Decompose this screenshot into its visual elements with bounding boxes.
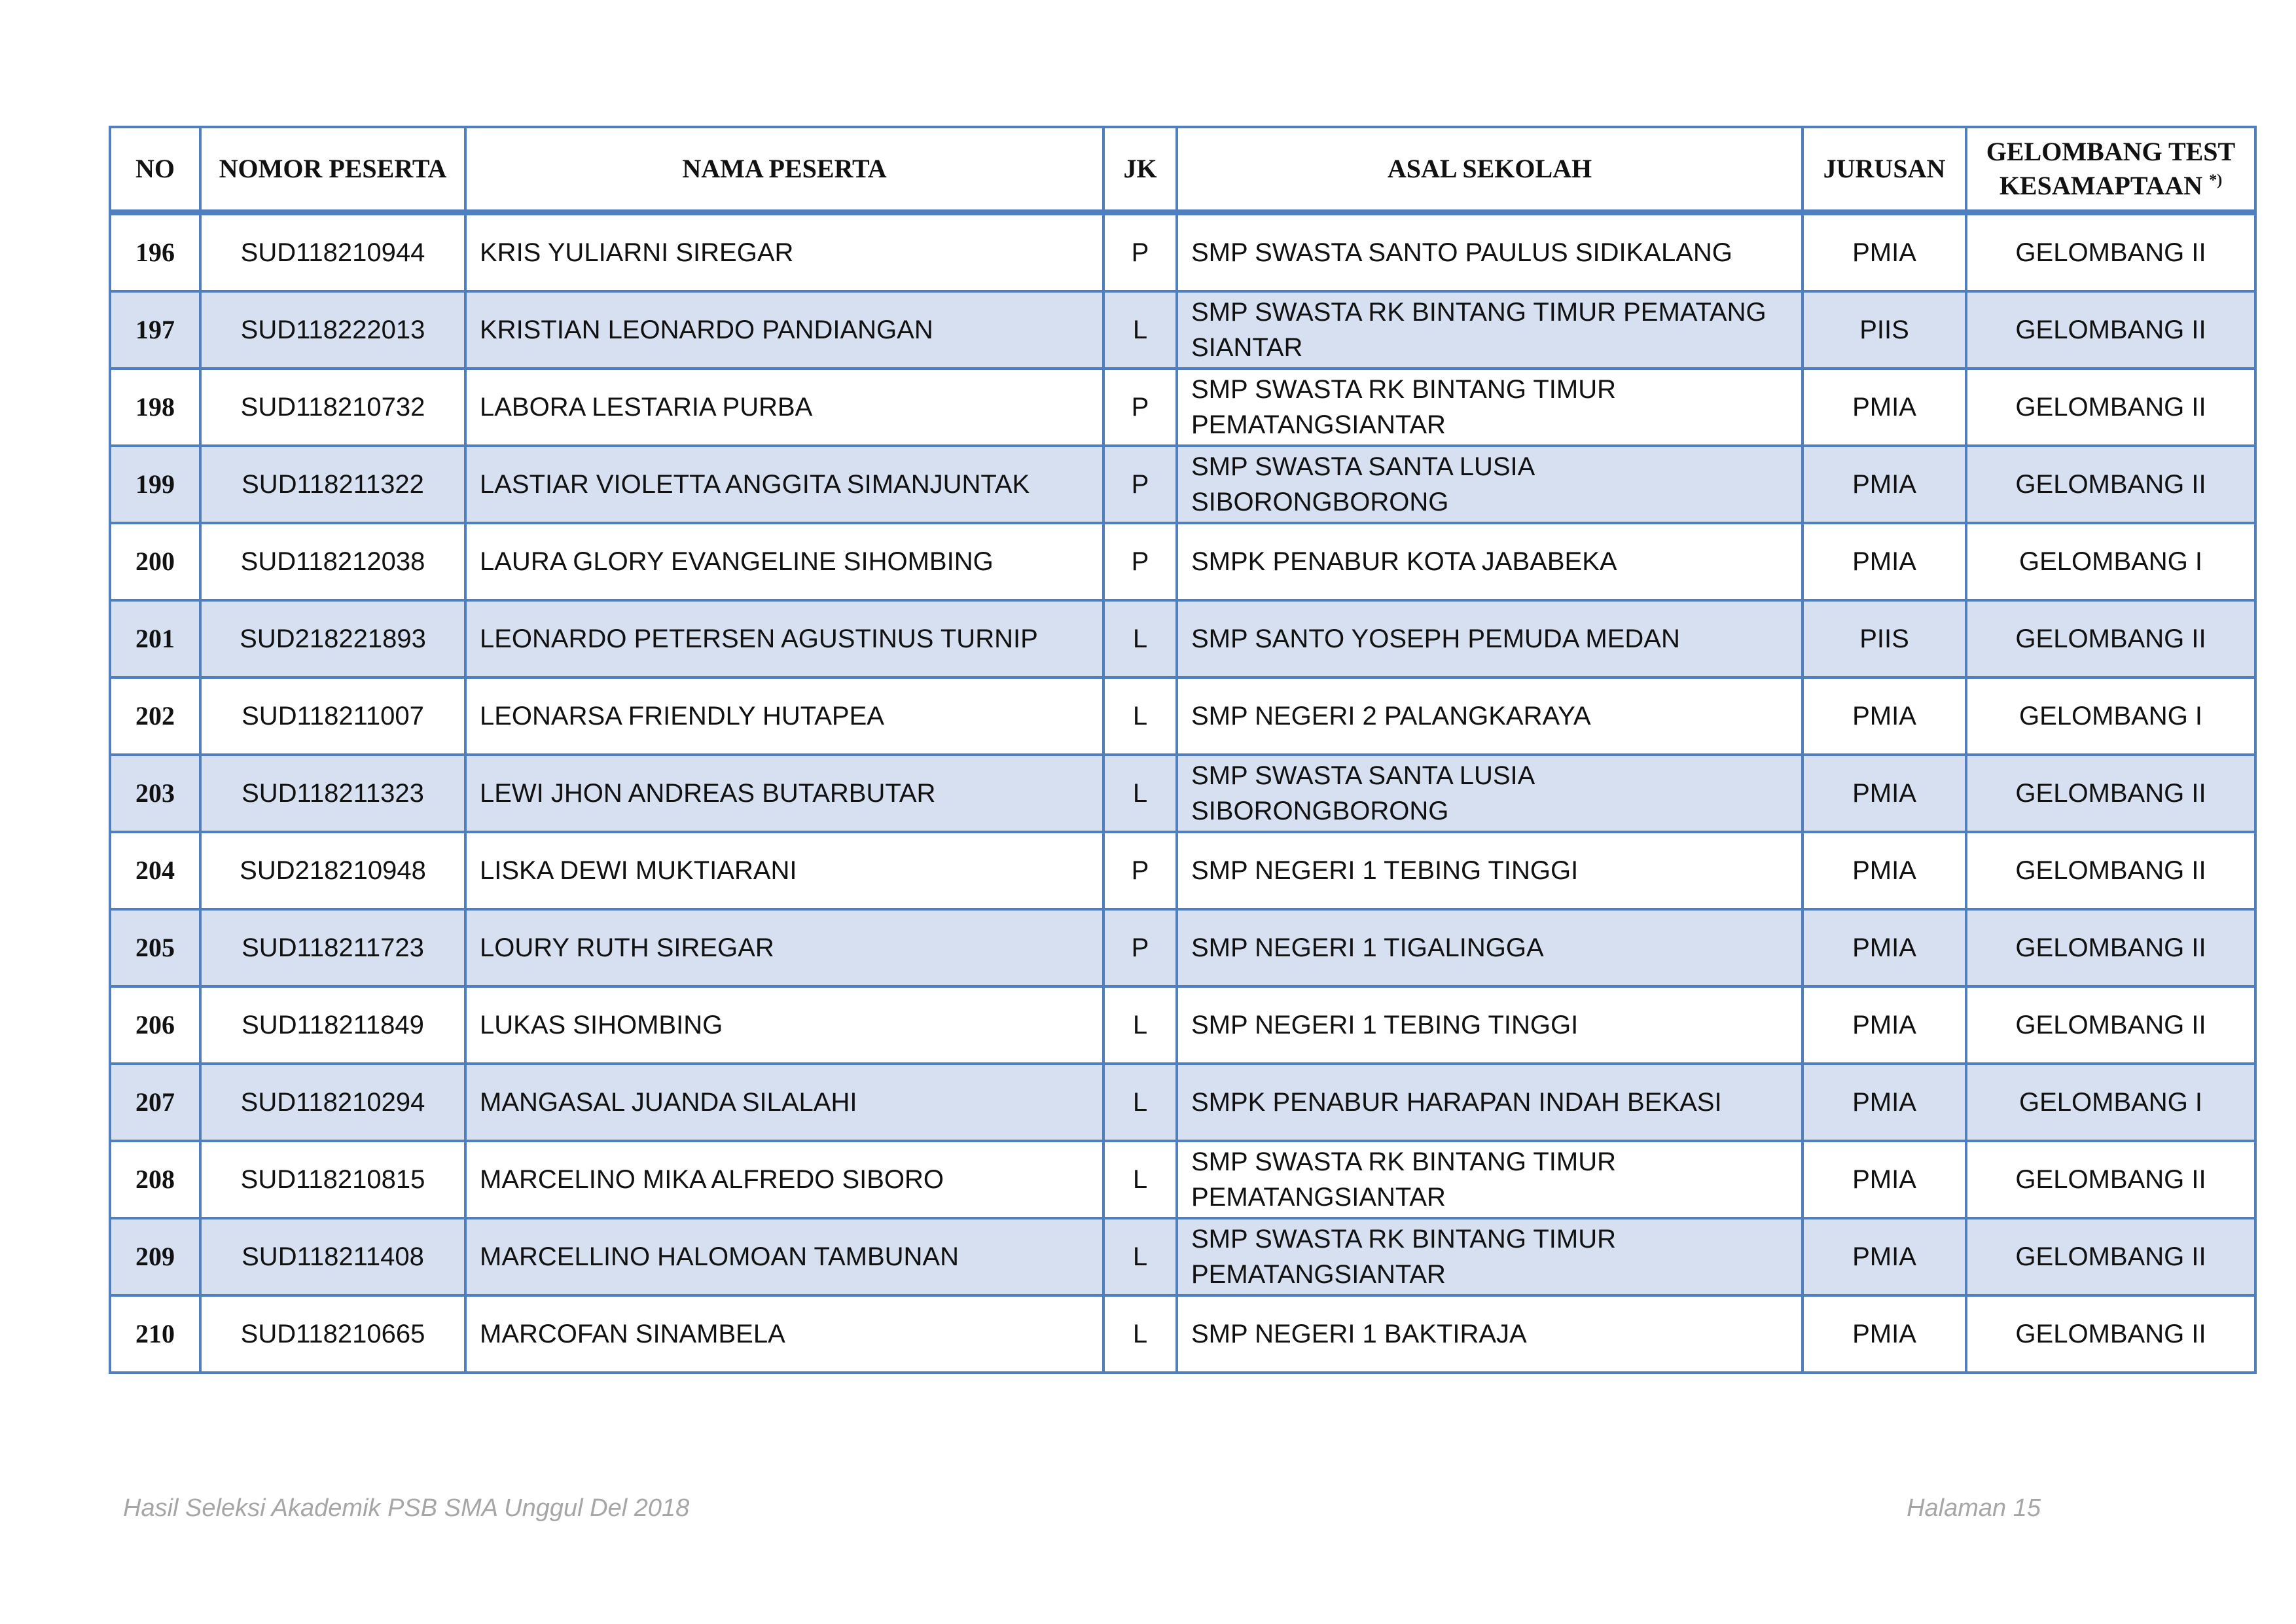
cell-jurusan: PMIA [1803,213,1966,292]
cell-asal-sekolah: SMP NEGERI 2 PALANGKARAYA [1177,677,1803,755]
cell-gelombang: GELOMBANG II [1966,832,2255,909]
cell-jk: P [1103,446,1177,523]
cell-jurusan: PMIA [1803,755,1966,832]
cell-nomor-peserta: SUD118211408 [200,1218,465,1295]
cell-nama-peserta: LEONARDO PETERSEN AGUSTINUS TURNIP [465,600,1103,677]
header-no: NO [110,127,200,213]
cell-no: 206 [110,986,200,1064]
header-asal-sekolah: ASAL SEKOLAH [1177,127,1803,213]
cell-no: 200 [110,523,200,600]
cell-gelombang: GELOMBANG II [1966,1218,2255,1295]
table-row [110,446,2255,523]
cell-nama-peserta: LEONARSA FRIENDLY HUTAPEA [465,677,1103,755]
cell-asal-sekolah: SMP SWASTA SANTO PAULUS SIDIKALANG [1177,213,1803,292]
cell-nomor-peserta: SUD118211007 [200,677,465,755]
table-row [110,677,2255,755]
cell-jk: L [1103,1064,1177,1141]
cell-nama-peserta: LOURY RUTH SIREGAR [465,909,1103,986]
cell-jk: L [1103,986,1177,1064]
footer-page-number: Halaman 15 [1907,1494,2041,1522]
cell-nama-peserta: LABORA LESTARIA PURBA [465,369,1103,446]
table-row [110,909,2255,986]
table-row [110,755,2255,832]
cell-asal-sekolah: SMP NEGERI 1 BAKTIRAJA [1177,1295,1803,1373]
cell-no: 201 [110,600,200,677]
cell-gelombang: GELOMBANG I [1966,1064,2255,1141]
cell-asal-sekolah: SMP SANTO YOSEPH PEMUDA MEDAN [1177,600,1803,677]
cell-nomor-peserta: SUD118210294 [200,1064,465,1141]
cell-jurusan: PMIA [1803,523,1966,600]
cell-no: 197 [110,291,200,369]
cell-jurusan: PMIA [1803,832,1966,909]
cell-gelombang: GELOMBANG II [1966,291,2255,369]
cell-no: 204 [110,832,200,909]
table-row [110,1218,2255,1295]
cell-gelombang: GELOMBANG II [1966,986,2255,1064]
header-gelombang-footnote: *) [2209,171,2223,189]
cell-asal-sekolah: SMP SWASTA RK BINTANG TIMUR PEMATANGSIANTAR [1177,1218,1803,1295]
cell-asal-sekolah: SMP NEGERI 1 TIGALINGGA [1177,909,1803,986]
table-header [110,127,2255,213]
cell-gelombang: GELOMBANG I [1966,523,2255,600]
table-row [110,369,2255,446]
header-gelombang-label: GELOMBANG TEST KESAMAPTAAN [1986,137,2236,200]
table-row [110,600,2255,677]
table-row [110,832,2255,909]
cell-asal-sekolah: SMP SWASTA SANTA LUSIA SIBORONGBORONG [1177,755,1803,832]
table-body [110,213,2255,1373]
table-row [110,291,2255,369]
cell-jk: P [1103,909,1177,986]
cell-jurusan: PMIA [1803,1141,1966,1218]
table-row [110,1064,2255,1141]
cell-no: 209 [110,1218,200,1295]
cell-jk: L [1103,677,1177,755]
cell-jk: P [1103,369,1177,446]
cell-no: 202 [110,677,200,755]
cell-nama-peserta: LASTIAR VIOLETTA ANGGITA SIMANJUNTAK [465,446,1103,523]
cell-jk: P [1103,832,1177,909]
cell-jurusan: PIIS [1803,600,1966,677]
cell-jurusan: PMIA [1803,1064,1966,1141]
cell-gelombang: GELOMBANG II [1966,1141,2255,1218]
cell-jurusan: PMIA [1803,446,1966,523]
footer-document-title: Hasil Seleksi Akademik PSB SMA Unggul Del 2018 [123,1494,690,1522]
cell-nomor-peserta: SUD118210815 [200,1141,465,1218]
cell-jk: P [1103,523,1177,600]
cell-nomor-peserta: SUD218210948 [200,832,465,909]
table-row [110,523,2255,600]
header-jk: JK [1103,127,1177,213]
cell-asal-sekolah: SMP SWASTA RK BINTANG TIMUR PEMATANGSIANTAR [1177,369,1803,446]
cell-gelombang: GELOMBANG II [1966,446,2255,523]
header-gelombang [1966,127,2255,213]
cell-asal-sekolah: SMP SWASTA SANTA LUSIA SIBORONGBORONG [1177,446,1803,523]
cell-nomor-peserta: SUD118211723 [200,909,465,986]
cell-asal-sekolah: SMPK PENABUR KOTA JABABEKA [1177,523,1803,600]
cell-asal-sekolah: SMP NEGERI 1 TEBING TINGGI [1177,832,1803,909]
cell-jurusan: PMIA [1803,1295,1966,1373]
cell-jurusan: PMIA [1803,677,1966,755]
cell-nama-peserta: KRIS YULIARNI SIREGAR [465,213,1103,292]
cell-no: 203 [110,755,200,832]
cell-jk: L [1103,755,1177,832]
cell-jurusan: PMIA [1803,909,1966,986]
cell-jk: L [1103,600,1177,677]
cell-no: 196 [110,213,200,292]
cell-gelombang: GELOMBANG II [1966,600,2255,677]
cell-nama-peserta: LISKA DEWI MUKTIARANI [465,832,1103,909]
cell-asal-sekolah: SMPK PENABUR HARAPAN INDAH BEKASI [1177,1064,1803,1141]
cell-asal-sekolah: SMP SWASTA RK BINTANG TIMUR PEMATANGSIANTAR [1177,1141,1803,1218]
cell-jk: L [1103,1295,1177,1373]
header-nama-peserta: NAMA PESERTA [465,127,1103,213]
cell-nama-peserta: MARCELLINO HALOMOAN TAMBUNAN [465,1218,1103,1295]
cell-nama-peserta: KRISTIAN LEONARDO PANDIANGAN [465,291,1103,369]
cell-gelombang: GELOMBANG I [1966,677,2255,755]
cell-gelombang: GELOMBANG II [1966,213,2255,292]
cell-nomor-peserta: SUD118211849 [200,986,465,1064]
cell-jurusan: PMIA [1803,986,1966,1064]
cell-gelombang: GELOMBANG II [1966,1295,2255,1373]
cell-no: 210 [110,1295,200,1373]
cell-jk: L [1103,291,1177,369]
cell-asal-sekolah: SMP SWASTA RK BINTANG TIMUR PEMATANG SIANTAR [1177,291,1803,369]
cell-no: 198 [110,369,200,446]
cell-nama-peserta: MARCELINO MIKA ALFREDO SIBORO [465,1141,1103,1218]
cell-nomor-peserta: SUD118211323 [200,755,465,832]
cell-jk: L [1103,1141,1177,1218]
cell-gelombang: GELOMBANG II [1966,369,2255,446]
cell-nama-peserta: LAURA GLORY EVANGELINE SIHOMBING [465,523,1103,600]
cell-no: 208 [110,1141,200,1218]
cell-no: 205 [110,909,200,986]
cell-nomor-peserta: SUD118210665 [200,1295,465,1373]
cell-nama-peserta: LUKAS SIHOMBING [465,986,1103,1064]
cell-jurusan: PIIS [1803,291,1966,369]
cell-no: 199 [110,446,200,523]
cell-asal-sekolah: SMP NEGERI 1 TEBING TINGGI [1177,986,1803,1064]
cell-jk: L [1103,1218,1177,1295]
cell-nama-peserta: LEWI JHON ANDREAS BUTARBUTAR [465,755,1103,832]
cell-jk: P [1103,213,1177,292]
cell-nomor-peserta: SUD118210944 [200,213,465,292]
cell-jurusan: PMIA [1803,1218,1966,1295]
header-jurusan: JURUSAN [1803,127,1966,213]
table-row [110,1141,2255,1218]
cell-nomor-peserta: SUD118212038 [200,523,465,600]
cell-nomor-peserta: SUD118210732 [200,369,465,446]
participant-table [109,126,2257,1374]
cell-nomor-peserta: SUD118211322 [200,446,465,523]
cell-jurusan: PMIA [1803,369,1966,446]
cell-nomor-peserta: SUD118222013 [200,291,465,369]
table-row [110,986,2255,1064]
cell-no: 207 [110,1064,200,1141]
cell-gelombang: GELOMBANG II [1966,909,2255,986]
header-row [110,127,2255,213]
header-nomor-peserta: NOMOR PESERTA [200,127,465,213]
cell-gelombang: GELOMBANG II [1966,755,2255,832]
cell-nomor-peserta: SUD218221893 [200,600,465,677]
cell-nama-peserta: MANGASAL JUANDA SILALAHI [465,1064,1103,1141]
table-row [110,213,2255,292]
cell-nama-peserta: MARCOFAN SINAMBELA [465,1295,1103,1373]
table-row [110,1295,2255,1373]
